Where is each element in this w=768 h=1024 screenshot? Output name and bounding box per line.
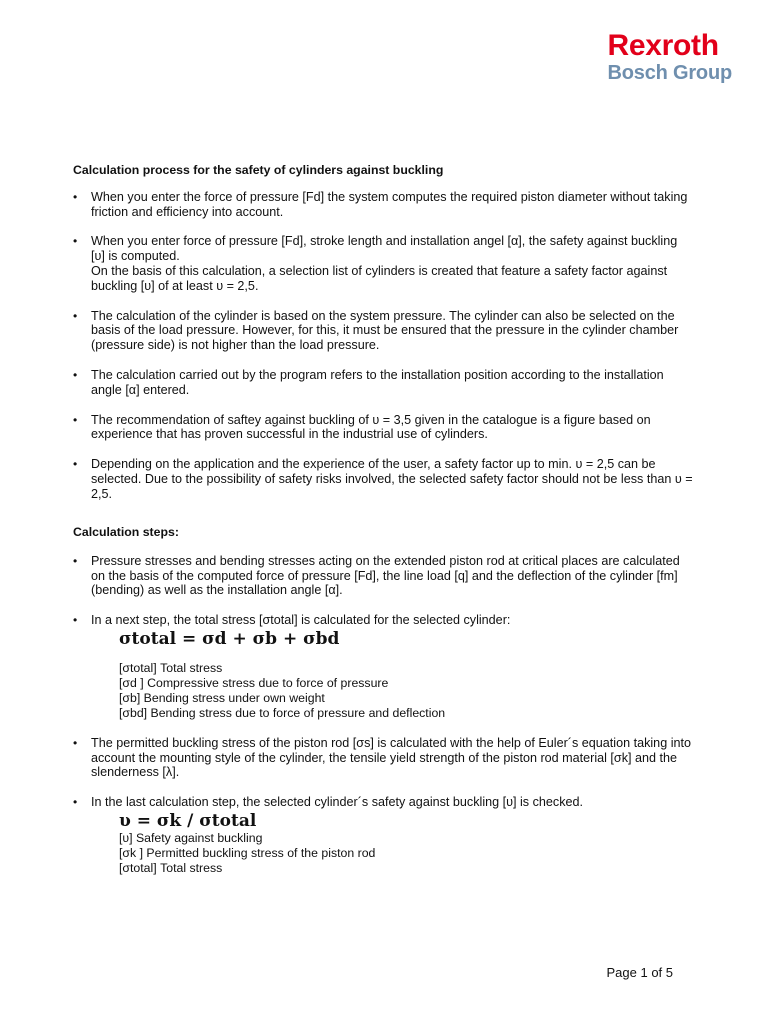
list-item: • The recommendation of saftey against buckling of υ = 3,5 given in the catalogue is a figure based on experience that has proven successful in the industrial use of cylinders. — [73, 413, 693, 443]
section1-title: Calculation process for the safety of cylinders against buckling — [73, 163, 444, 177]
legend-line: [υ] Safety against buckling — [119, 830, 263, 845]
legend-line: [σd ] Compressive stress due to force of pressure — [119, 675, 389, 690]
section-calculation-steps — [73, 525, 693, 891]
page-number: Page 1 of 5 — [606, 965, 673, 980]
document-body — [73, 163, 693, 875]
section1-list — [73, 190, 693, 502]
list-item: • When you enter force of pressure [Fd], stroke length and installation angel [α], the safety against buckling [υ] is computed. On the basis of this calculation, a selection list of cylinders is created that feature a safety factor against buckling [υ] of at least υ = 2,5. — [73, 234, 693, 293]
legend-line: [σtotal] Total stress — [119, 660, 223, 675]
safety-check-text: • In the last calculation step, the selected cylinder´s safety against buckling [υ] is checked. — [91, 795, 584, 810]
list-item: • The permitted buckling stress of the piston rod [σs] is calculated with the help of Euler´s equation taking into account the mounting style of the cylinder, the tensile yield strength of the piston rod material [σk] and the slenderness [λ]. — [73, 736, 693, 780]
legend-safety — [119, 831, 693, 876]
list-item: • The calculation of the cylinder is based on the system pressure. The cylinder can also be selected on the basis of the load pressure. However, for this, it must be ensured that the pressure in the cylinder chamber (pressure side) is not higher than the load pressure. — [73, 309, 693, 353]
section2-title: Calculation steps: — [73, 525, 179, 539]
equation-total-stress: σtotal = σd + σb + σbd — [119, 628, 340, 649]
section-safety-process — [73, 163, 693, 502]
logo-brand: Rexroth — [607, 29, 719, 62]
legend-line: [σbd] Bending stress due to force of pressure and deflection — [119, 705, 446, 720]
legend-total-stress — [119, 661, 693, 721]
list-item-safety-check — [73, 795, 693, 876]
list-item: • Depending on the application and the experience of the user, a safety factor up to min. υ = 2,5 can be selected. Due to the possibility of safety risks involved, the selected safety factor should not be less than υ = 2,5. — [73, 457, 693, 501]
list-item: • When you enter the force of pressure [Fd] the system computes the required piston diameter without taking friction and efficiency into account. — [73, 190, 693, 220]
logo-group: Bosch Group — [607, 62, 732, 84]
list-item: • Pressure stresses and bending stresses acting on the extended piston rod at critical places are calculated on the basis of the computed force of pressure [Fd], the line load [q] and the deflection of the cylinder [fm] (bending) as well as the installation angle [α]. — [73, 554, 693, 598]
rexroth-logo — [608, 30, 732, 84]
legend-line: [σtotal] Total stress — [119, 860, 223, 875]
section2-list — [73, 554, 693, 876]
total-stress-text: • In a next step, the total stress [σtotal] is calculated for the selected cylinder: — [91, 613, 511, 628]
list-item: • The calculation carried out by the program refers to the installation position according to the installation angle [α] entered. — [73, 368, 693, 398]
equation-safety: υ = σk / σtotal — [119, 810, 257, 831]
legend-line: [σk ] Permitted buckling stress of the piston rod — [119, 845, 376, 860]
legend-line: [σb] Bending stress under own weight — [119, 690, 325, 705]
list-item-total-stress — [73, 613, 693, 721]
